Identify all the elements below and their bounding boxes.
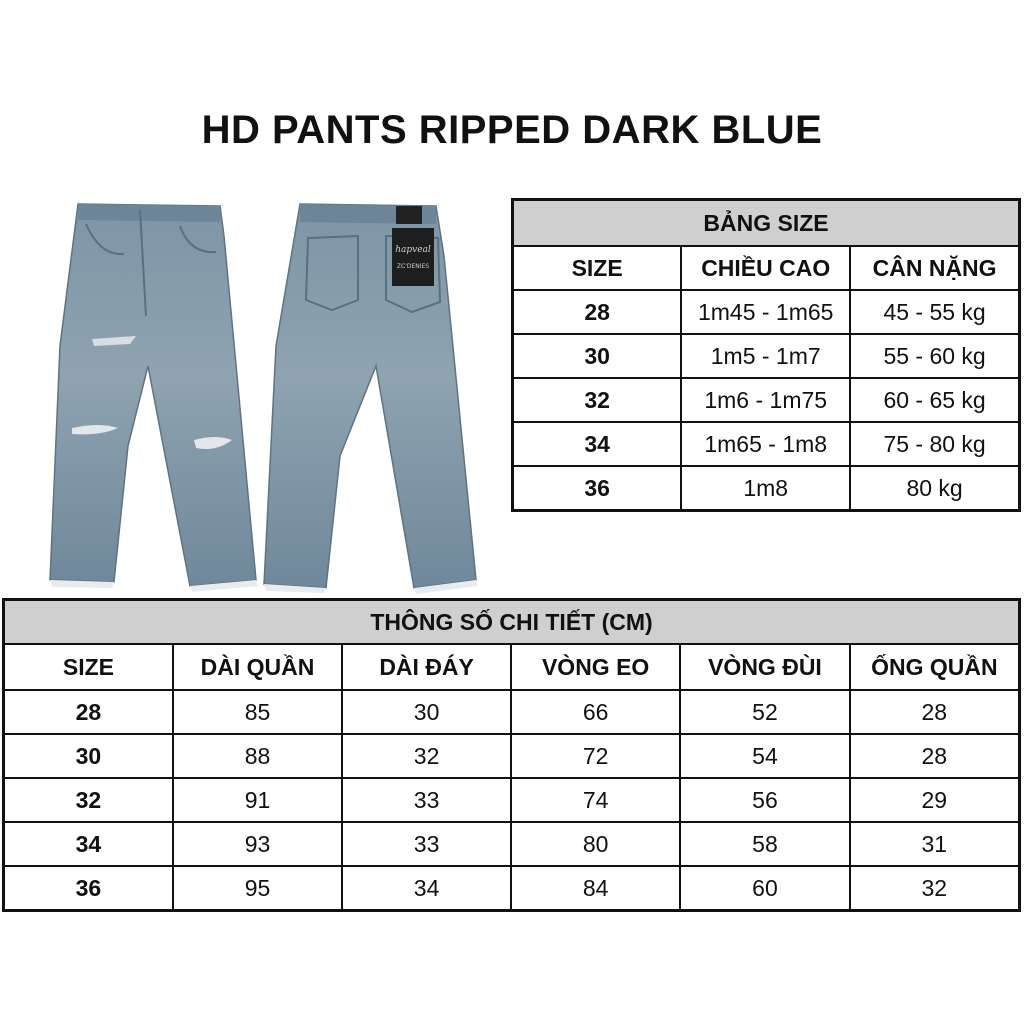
- header-rise: DÀI ĐÁY: [342, 644, 511, 690]
- thigh-cell: 52: [680, 690, 849, 734]
- size-cell: 32: [513, 378, 682, 422]
- header-height: CHIỀU CAO: [681, 246, 850, 290]
- length-cell: 91: [173, 778, 342, 822]
- table-row: [4, 690, 1020, 734]
- height-cell: 1m5 - 1m7: [681, 334, 850, 378]
- header-waist: VÒNG EO: [511, 644, 680, 690]
- rise-cell: 33: [342, 778, 511, 822]
- size-cell: 34: [513, 422, 682, 466]
- detail-table-caption: THÔNG SỐ CHI TIẾT (CM): [4, 600, 1020, 645]
- length-cell: 95: [173, 866, 342, 911]
- table-row: [513, 466, 1020, 511]
- height-cell: 1m8: [681, 466, 850, 511]
- weight-cell: 75 - 80 kg: [850, 422, 1019, 466]
- length-cell: 88: [173, 734, 342, 778]
- leg-opening-cell: 28: [850, 734, 1020, 778]
- header-size: SIZE: [513, 246, 682, 290]
- front-jeans: [50, 204, 258, 592]
- back-jeans: [264, 204, 478, 594]
- leg-opening-cell: 32: [850, 866, 1020, 911]
- size-cell: 36: [4, 866, 173, 911]
- tag-logo: hapveal: [395, 245, 431, 255]
- size-cell: 30: [513, 334, 682, 378]
- header-size: SIZE: [4, 644, 173, 690]
- thigh-cell: 60: [680, 866, 849, 911]
- waist-cell: 66: [511, 690, 680, 734]
- rise-cell: 30: [342, 690, 511, 734]
- weight-cell: 80 kg: [850, 466, 1019, 511]
- tag-brand: ZC'DENIES: [396, 263, 430, 270]
- size-cell: 28: [4, 690, 173, 734]
- table-row: [513, 290, 1020, 334]
- table-row: [4, 822, 1020, 866]
- size-table-caption: BẢNG SIZE: [513, 200, 1020, 247]
- thigh-cell: 58: [680, 822, 849, 866]
- waist-cell: 84: [511, 866, 680, 911]
- weight-cell: 55 - 60 kg: [850, 334, 1019, 378]
- size-cell: 28: [513, 290, 682, 334]
- header-weight: CÂN NẶNG: [850, 246, 1019, 290]
- table-row: [513, 378, 1020, 422]
- thigh-cell: 54: [680, 734, 849, 778]
- table-row: [513, 422, 1020, 466]
- detail-table: [2, 598, 1021, 912]
- weight-cell: 45 - 55 kg: [850, 290, 1019, 334]
- detail-table-header-row: [4, 644, 1020, 690]
- rise-cell: 33: [342, 822, 511, 866]
- thigh-cell: 56: [680, 778, 849, 822]
- rise-cell: 34: [342, 866, 511, 911]
- leg-opening-cell: 31: [850, 822, 1020, 866]
- size-cell: 30: [4, 734, 173, 778]
- size-cell: 34: [4, 822, 173, 866]
- table-row: [4, 866, 1020, 911]
- table-row: [4, 734, 1020, 778]
- height-cell: 1m45 - 1m65: [681, 290, 850, 334]
- height-cell: 1m65 - 1m8: [681, 422, 850, 466]
- header-thigh: VÒNG ĐÙI: [680, 644, 849, 690]
- length-cell: 93: [173, 822, 342, 866]
- weight-cell: 60 - 65 kg: [850, 378, 1019, 422]
- leg-opening-cell: 28: [850, 690, 1020, 734]
- leg-opening-cell: 29: [850, 778, 1020, 822]
- size-table-header-row: [513, 246, 1020, 290]
- size-cell: 36: [513, 466, 682, 511]
- size-table: [511, 198, 1021, 512]
- jeans-photo: [40, 196, 500, 596]
- rise-cell: 32: [342, 734, 511, 778]
- table-row: [4, 778, 1020, 822]
- product-title: HD PANTS RIPPED DARK BLUE: [201, 108, 823, 152]
- table-row: [513, 334, 1020, 378]
- size-cell: 32: [4, 778, 173, 822]
- waist-cell: 72: [511, 734, 680, 778]
- waist-cell: 80: [511, 822, 680, 866]
- header-leg-opening: ỐNG QUẦN: [850, 644, 1020, 690]
- length-cell: 85: [173, 690, 342, 734]
- header-length: DÀI QUẦN: [173, 644, 342, 690]
- height-cell: 1m6 - 1m75: [681, 378, 850, 422]
- waist-cell: 74: [511, 778, 680, 822]
